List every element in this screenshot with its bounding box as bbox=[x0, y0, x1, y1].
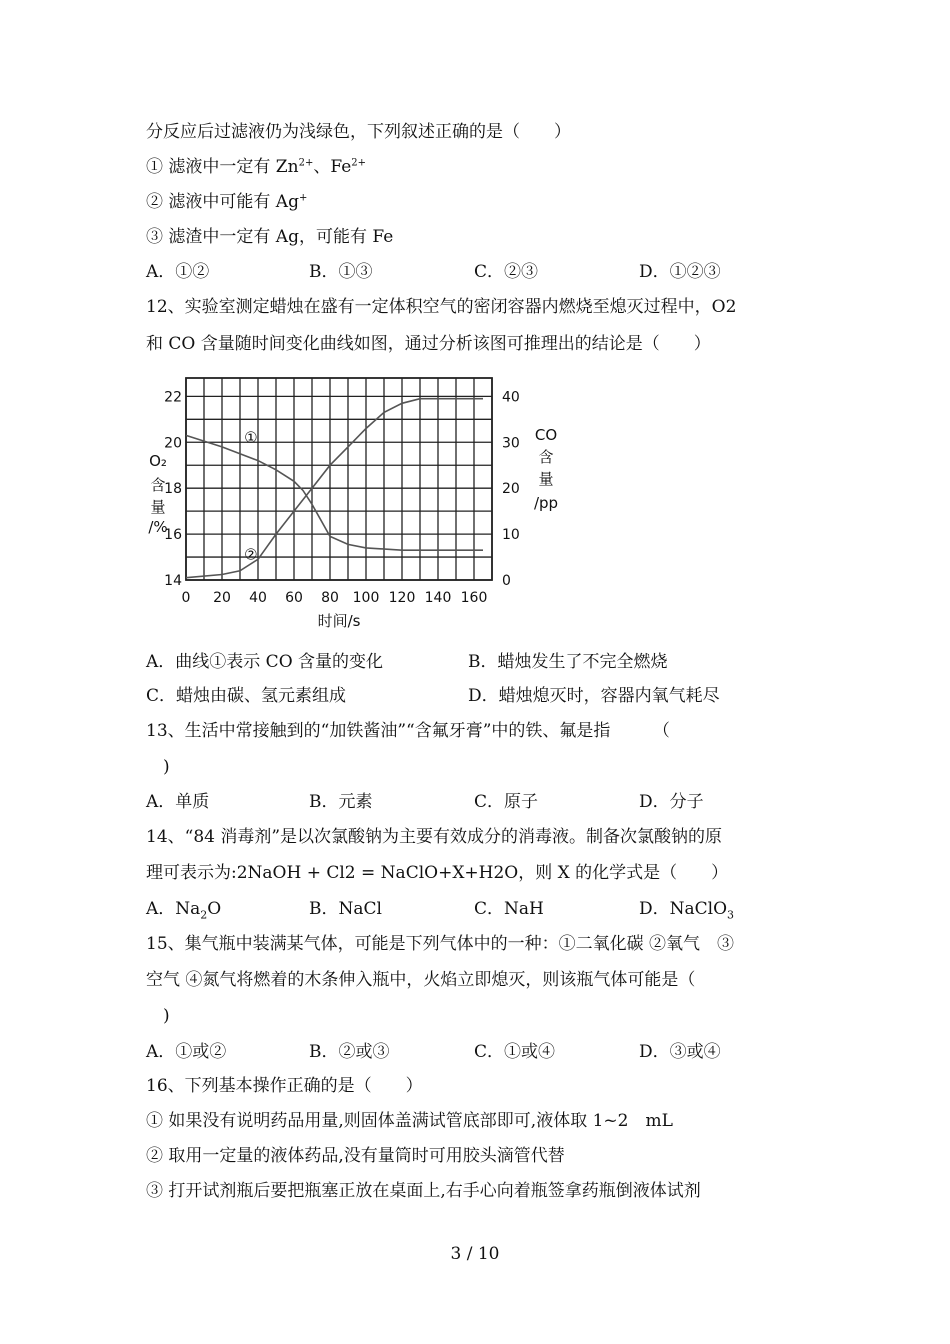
q15-option-d: D．③或④ bbox=[639, 1042, 721, 1062]
x-tick-label: 60 bbox=[285, 590, 303, 606]
y-left-axis-title: /% bbox=[148, 518, 168, 536]
curve-label-2: ② bbox=[244, 545, 258, 564]
y-right-tick-label: 0 bbox=[502, 573, 511, 589]
q12-line-2: 和 CO 含量随时间变化曲线如图，通过分析该图可推理出的结论是（ ） bbox=[146, 334, 711, 354]
y-left-axis-title: 含 bbox=[150, 476, 166, 494]
y-right-axis-title: CO bbox=[534, 426, 558, 444]
x-tick-label: 140 bbox=[424, 590, 452, 606]
y-left-tick-label: 14 bbox=[164, 573, 182, 589]
x-tick-label: 80 bbox=[321, 590, 339, 606]
q14-line-1: 14、“84 消毒剂”是以次氯酸钠为主要有效成分的消毒液。制备次氯酸钠的原 bbox=[146, 827, 723, 847]
y-left-axis-title: 量 bbox=[150, 498, 166, 516]
q13-option-d: D．分子 bbox=[639, 792, 704, 812]
q11-option-a: A．①② bbox=[146, 262, 210, 282]
y-right-axis-title: 含 bbox=[538, 448, 554, 466]
y-right-tick-label: 40 bbox=[502, 389, 520, 406]
x-tick-label: 0 bbox=[181, 590, 191, 606]
q16-line-1: 16、下列基本操作正确的是（ ） bbox=[146, 1076, 423, 1096]
q13-option-b: B．元素 bbox=[309, 792, 373, 812]
x-tick-label: 120 bbox=[388, 590, 416, 606]
x-tick-label: 40 bbox=[249, 590, 267, 606]
q11-statement-2: ② 滤液中可能有 Ag+ bbox=[146, 192, 308, 212]
q16-statement-2: ② 取用一定量的液体药品,没有量筒时可用胶头滴管代替 bbox=[146, 1146, 565, 1166]
y-left-tick-label: 20 bbox=[164, 435, 182, 452]
q12-option-d: D．蜡烛熄灭时，容器内氧气耗尽 bbox=[468, 686, 720, 706]
q11-option-b: B．①③ bbox=[309, 262, 373, 282]
y-left-tick-label: 22 bbox=[164, 389, 182, 406]
q11-option-d: D．①②③ bbox=[639, 262, 721, 282]
x-tick-label: 20 bbox=[213, 590, 231, 606]
q15-line-3: ) bbox=[146, 1006, 170, 1026]
y-left-axis-title: O₂ bbox=[149, 452, 167, 470]
o2-co-chart bbox=[140, 372, 580, 634]
q13-option-c: C．原子 bbox=[474, 792, 539, 812]
page-number: 3 / 10 bbox=[450, 1244, 500, 1264]
q15-option-a: A．①或② bbox=[146, 1042, 227, 1062]
q15-line-1: 15、集气瓶中装满某气体，可能是下列气体中的一种：①二氧化碳 ②氧气 ③ bbox=[146, 934, 735, 954]
q12-option-c: C．蜡烛由碳、氢元素组成 bbox=[146, 686, 347, 706]
curve-label-1: ① bbox=[244, 428, 258, 447]
y-right-axis-title: /pp bbox=[533, 494, 559, 512]
q13-option-a: A．单质 bbox=[146, 792, 210, 812]
q12-option-b: B．蜡烛发生了不完全燃烧 bbox=[468, 652, 668, 672]
q14-option-d: D．NaClO$_3$ bbox=[639, 899, 735, 922]
y-right-axis-title: 量 bbox=[538, 470, 554, 488]
q11-stem-tail: 分反应后过滤液仍为浅绿色，下列叙述正确的是（ ） bbox=[146, 122, 571, 142]
q14-option-b: B．NaCl bbox=[309, 899, 382, 919]
y-left-tick-label: 16 bbox=[164, 527, 182, 544]
q12-option-a: A．曲线①表示 CO 含量的变化 bbox=[146, 652, 384, 672]
q14-option-c: C．NaH bbox=[474, 899, 544, 919]
y-left-tick-label: 18 bbox=[164, 481, 182, 498]
y-right-tick-label: 10 bbox=[502, 527, 520, 544]
q11-statement-3: ③ 滤渣中一定有 Ag，可能有 Fe bbox=[146, 227, 394, 247]
q16-statement-3: ③ 打开试剂瓶后要把瓶塞正放在桌面上,右手心向着瓶签拿药瓶倒液体试剂 bbox=[146, 1181, 701, 1201]
q16-statement-1: ① 如果没有说明药品用量,则固体盖满试管底部即可,液体取 1~2 mL bbox=[146, 1111, 673, 1131]
x-tick-label: 100 bbox=[352, 590, 380, 606]
y-right-tick-label: 30 bbox=[502, 435, 520, 452]
q12-line-1: 12、实验室测定蜡烛在盛有一定体积空气的密闭容器内燃烧至熄灭过程中，O2 bbox=[146, 297, 737, 317]
q13-line-2: ) bbox=[146, 757, 170, 777]
q11-option-c: C．②③ bbox=[474, 262, 539, 282]
q15-option-b: B．②或③ bbox=[309, 1042, 390, 1062]
q13-line-1: 13、生活中常接触到的“加铁酱油”“含氟牙膏”中的铁、氟是指 （ bbox=[146, 721, 670, 741]
chart-svg bbox=[140, 372, 580, 634]
x-tick-label: 160 bbox=[460, 590, 488, 606]
q15-line-2: 空气 ④氮气将燃着的木条伸入瓶中，火焰立即熄灭，则该瓶气体可能是（ bbox=[146, 970, 696, 990]
q15-option-c: C．①或④ bbox=[474, 1042, 556, 1062]
q14-option-a: A．$Na_2O$ bbox=[146, 899, 222, 922]
q14-line-2: 理可表示为:2NaOH + Cl2 = NaClO+X+H2O，则 X 的化学式是（ ） bbox=[146, 863, 729, 883]
y-right-tick-label: 20 bbox=[502, 481, 520, 498]
x-axis-title: 时间/s bbox=[317, 612, 361, 630]
q11-statement-1: ① 滤液中一定有 $Zn^{2+}$、$Fe^{2+}$ bbox=[146, 157, 367, 177]
